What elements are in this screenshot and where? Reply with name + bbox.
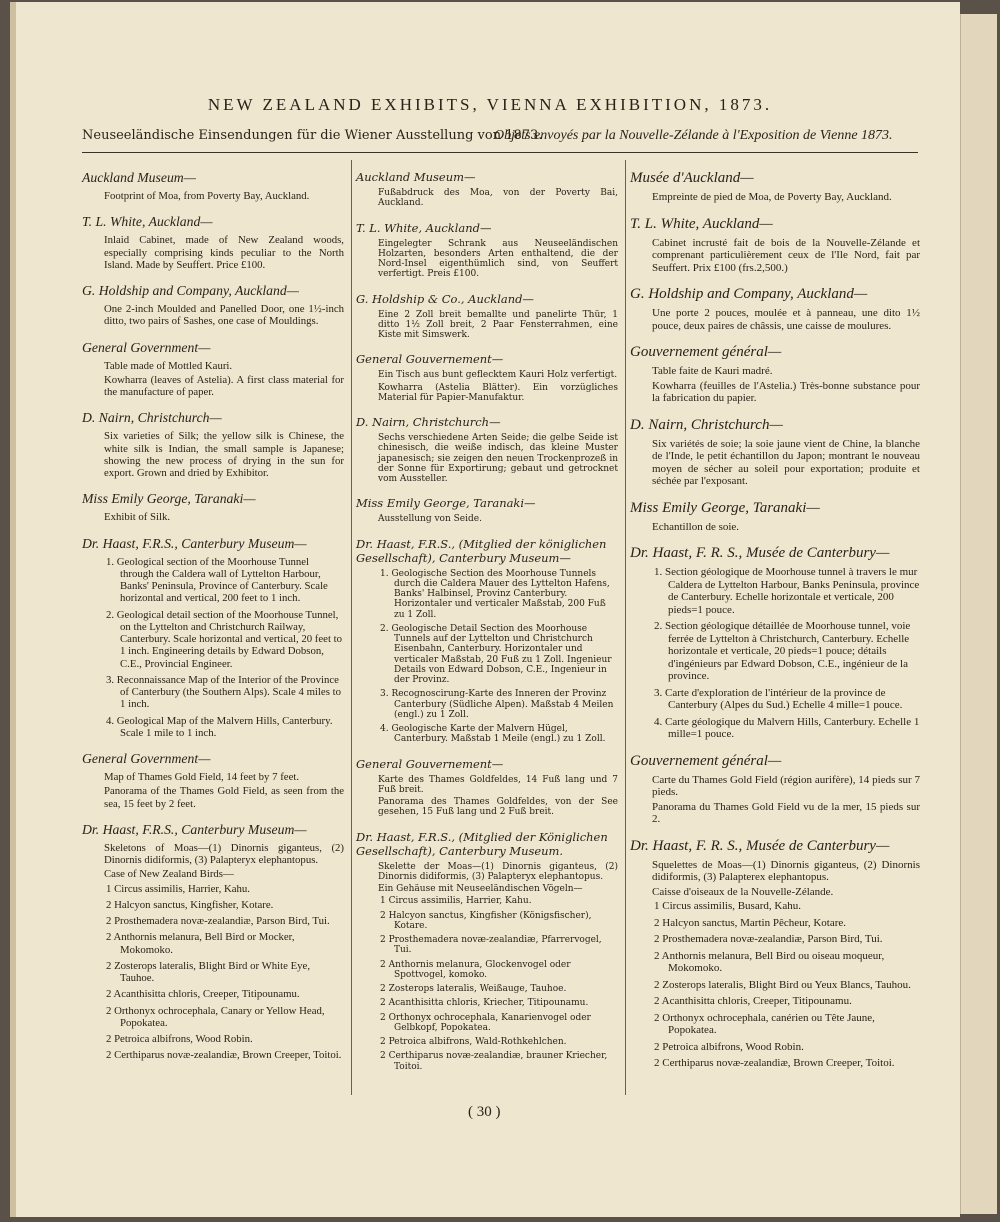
- entry-list-item: 2 Certhiparus novæ-zealandiæ, Brown Creeper, Toitoi.: [654, 1057, 895, 1069]
- entry-text: Fußabdruck des Moa, von der Poverty Bai, Auckland.: [378, 188, 618, 209]
- entry-heading: T. L. White, Auckland—: [82, 214, 213, 230]
- page-spine: [10, 2, 16, 1217]
- entry-list-item: 2 Zosterops lateralis, Blight Bird or White Eye, Tauhoe.: [106, 959, 311, 984]
- entry-list-item: 1 Circus assimilis, Harrier, Kahu.: [380, 896, 532, 907]
- subtitle-german: Neuseeländische Einsendungen für die Wiener Ausstellung von 1873.: [82, 128, 543, 143]
- entry-list-item: 1. Geological section of the Moorhouse Tunnel through the Caldera wall of Lyttelton Harbour, Banks' Peninsula, Province of Canterbury. Scale horizontal and vertical, 200 feet to 1 inch.: [106, 555, 328, 605]
- entry-list-item: 2 Orthonyx ochrocephala, canérien ou Tête Jaune, Popokatea.: [654, 1011, 875, 1036]
- entry-heading: D. Nairn, Christchurch—: [82, 410, 222, 426]
- entry-text: Ausstellung von Seide.: [378, 514, 482, 525]
- entry-text: Inlaid Cabinet, made of New Zealand woods, especially comprising kinds peculiar to the North Island. Made by Seuffert. Price £100.: [104, 234, 344, 271]
- entry-heading: Musée d'Auckland—: [630, 170, 754, 186]
- entry-list-item: 2 Anthornis melanura, Bell Bird ou oiseau moqueur, Mokomoko.: [654, 949, 885, 974]
- entry-list-item: 1 Circus assimilis, Harrier, Kahu.: [106, 882, 250, 895]
- header-rule: [82, 152, 918, 153]
- entry-text: Empreinte de pied de Moa, de Poverty Bay, Auckland.: [652, 191, 892, 203]
- entry-list-item: 2 Certhiparus novæ-zealandiæ, brauner Kriecher, Toitoi.: [380, 1051, 608, 1072]
- entry-heading: General Government—: [82, 751, 211, 766]
- entry-list-item: 2 Petroica albifrons, Wood Robin.: [106, 1033, 253, 1045]
- entry-text: Exhibit of Silk.: [104, 511, 171, 524]
- entry-list-item: 2. Geological detail section of the Moorhouse Tunnel, on the Lyttelton and Christchurch Railway, Canterbury. Scale horizontal and vertical, 20 feet to 1 inch. Engineering details by Edward Dobson, C.E., Provincial Engineer.: [106, 608, 343, 670]
- english-column: [82, 170, 344, 1074]
- entry-list-item: 4. Geological Map of the Malvern Hills, Canterbury. Scale 1 mile to 1 inch.: [106, 714, 333, 739]
- entry-heading: Auckland Museum—: [82, 170, 196, 185]
- entry-heading: D. Nairn, Christchurch—: [356, 415, 501, 429]
- entry-list-item: 1 Circus assimilis, Busard, Kahu.: [654, 900, 801, 912]
- entry-text: Six varieties of Silk; the yellow silk is Chinese, the white silk is Indian, the small sample is Japanese; showing the new process of drying in the sun for export. Grown and dried by Exhibitor.: [104, 430, 344, 479]
- entry-list-item: 2 Anthornis melanura, Bell Bird or Mocker, Mokomoko.: [106, 931, 295, 956]
- entry-heading: D. Nairn, Christchurch—: [630, 416, 783, 433]
- entry-list-item: 3. Carte d'exploration de l'intérieur de la province de Canterbury (Alpes du Sud.) Echelle 4 mille=1 pouce.: [654, 686, 903, 711]
- entry-text: Echantillon de soie.: [652, 520, 740, 533]
- entry-list-item: 2 Acanthisitta chloris, Creeper, Titipounamu.: [106, 988, 300, 1001]
- entry-text: Une porte 2 pouces, moulée et à panneau, une dito 1½ pouce, deux paires de châssis, une caisse de moulures.: [652, 307, 920, 332]
- entry-text: Panorama des Thames Goldfeldes, von der See gesehen, 15 Fuß lang und 2 Fuß breit.: [378, 797, 618, 818]
- entry-text: Footprint of Moa, from Poverty Bay, Auckland.: [104, 190, 310, 202]
- entry-list-item: 3. Recognoscirung-Karte des Inneren der Provinz Canterbury (Südliche Alpen). Maßstab 4 Meilen (engl.) zu 1 Zoll.: [380, 689, 614, 720]
- entry-list-item: 2 Halcyon sanctus, Martin Pêcheur, Kotare.: [654, 916, 847, 929]
- page-title: NEW ZEALAND EXHIBITS, VIENNA EXHIBITION, 1873.: [207, 95, 773, 114]
- entry-heading: Dr. Haast, F.R.S., (Mitglied der königlichen Gesellschaft), Canterbury Museum—: [356, 536, 607, 565]
- entry-text: Eingelegter Schrank aus Neuseeländischen Holzarten, besonders Arten enthaltend, die der Nord-Insel eigenthümlich sind, von Seuffert verfertigt. Preis £100.: [378, 238, 618, 280]
- entry-text: Map of Thames Gold Field, 14 feet by 7 feet.: [104, 771, 300, 783]
- entry-heading: T. L. White, Auckland—: [630, 215, 773, 232]
- entry-list-item: 2 Prosthemadera novæ-zealandiæ, Pfarrervogel, Tui.: [380, 935, 602, 956]
- entry-text: Skelette der Moas—(1) Dinornis giganteus, (2) Dinornis didiformis, (3) Palapteryx elephantopus.: [378, 861, 618, 882]
- entry-list-item: 4. Geologische Karte der Malvern Hügel, Canterbury. Maßstab 1 Meile (engl.) zu 1 Zoll.: [380, 724, 606, 745]
- entry-text: Kowharra (feuilles de l'Astelia.) Très-bonne substance pour la fabrication du papier.: [652, 379, 920, 404]
- entry-text: Cabinet incrusté fait de bois de la Nouvelle-Zélande et comprenant particulièrement ceux de l'Ile Nord, fait par Seuffert. Prix £100 (frs.2,500.): [652, 236, 920, 274]
- entry-heading: Gouvernement général—: [630, 752, 782, 769]
- entry-list-item: 2 Acanthisitta chloris, Creeper, Titipounamu.: [654, 995, 852, 1007]
- entry-text: Table faite de Kauri madré.: [652, 365, 773, 377]
- entry-text: Table made of Mottled Kauri.: [104, 359, 233, 372]
- entry-heading: T. L. White, Auckland—: [356, 220, 492, 235]
- entry-list-item: 2 Halcyon sanctus, Kingfisher, Kotare.: [106, 898, 274, 911]
- entry-text: Panorama of the Thames Gold Field, as seen from the sea, 15 feet by 2 feet.: [104, 785, 344, 810]
- entry-list-item: 2 Orthonyx ochrocephala, Canary or Yellow Head, Popokatea.: [106, 1004, 325, 1029]
- entry-list-item: 2 Certhiparus novæ-zealandiæ, Brown Creeper, Toitoi.: [106, 1049, 342, 1062]
- entry-text: Eine 2 Zoll breit bemallte und panelirte Thür, 1 ditto 1½ Zoll breit, 2 Paar Fensterrahmen, eine Kiste mit Simswerk.: [378, 309, 618, 340]
- entry-list-item: 2. Section géologique détaillée de Moorhouse tunnel, voie ferrée de Lyttelton à Christchurch, Canterbury. Echelle horizontale et verticale, 20 pieds=1 pouce; détails d'ingénieurs par Edward Dobson, C.E., ingénieur de la province.: [654, 620, 911, 682]
- entry-list-item: 4. Carte géologique du Malvern Hills, Canterbury. Echelle 1 mille=1 pouce.: [654, 715, 920, 740]
- entry-heading: Dr. Haast, F.R.S., Canterbury Museum—: [82, 821, 307, 837]
- page-number: ( 30 ): [468, 1104, 501, 1120]
- entry-heading: G. Holdship & Co., Auckland—: [356, 291, 534, 306]
- entry-list-item: 2. Geologische Detail Section des Moorhouse Tunnels auf der Lyttelton und Christchurch Eisenbahn, Canterbury. Horizontaler und verticaler Maßstab, 20 Fuß zu 1 Zoll. Ingenieur Details von Edward Dobson, C.E., Ingenieur in der Provinz.: [380, 623, 612, 685]
- entry-heading: Dr. Haast, F.R.S., Canterbury Museum—: [82, 535, 307, 551]
- entry-text: Kowharra (leaves of Astelia). A first class material for the manufacture of paper.: [104, 373, 344, 398]
- entry-list-item: 2 Prosthemadera novæ-zealandiæ, Parson Bird, Tui.: [654, 933, 883, 945]
- entry-list-item: 3. Reconnaissance Map of the Interior of the Province of Canterbury (the Southern Alps). Scale 4 miles to 1 inch.: [106, 673, 341, 711]
- next-page-edge: [960, 14, 997, 1214]
- entry-list-item: 2 Anthornis melanura, Glockenvogel oder Spottvogel, komoko.: [380, 959, 571, 980]
- french-column: [630, 170, 920, 1082]
- entry-heading: Miss Emily George, Taranaki—: [82, 491, 256, 507]
- entry-heading: General Government—: [82, 339, 211, 355]
- entry-heading: Dr. Haast, F. R. S., Musée de Canterbury—: [630, 837, 890, 854]
- entry-list-item: 2 Acanthisitta chloris, Kriecher, Titipounamu.: [380, 998, 589, 1009]
- entry-list-item: 2 Zosterops lateralis, Blight Bird ou Yeux Blancs, Tauhou.: [654, 978, 911, 991]
- entry-text: Six variétés de soie; la soie jaune vient de Chine, la blanche de l'Inde, le petit échantillon du Japon; montrant le nouveau moyen de sécher au soleil pour exportation; produite et séchée par l'exposant.: [652, 437, 920, 487]
- entry-list-item: 1. Geologische Section des Moorhouse Tunnels durch die Caldera Mauer des Lyttelton Hafens, Banks' Halbinsel, Provinz Canterbury. Horizontaler und verticaler Maßstab, 200 Fuß zu 1 Zoll.: [380, 568, 610, 620]
- entry-text: Panorama du Thames Gold Field vu de la mer, 15 pieds sur 2.: [652, 800, 920, 825]
- entry-heading: G. Holdship and Company, Auckland—: [82, 283, 299, 298]
- entry-list-item: 1. Section géologique de Moorhouse tunnel à travers le mur Caldera de Lyttelton Harbour, Banks Peninsula, province de Canterbury. Echelle horizontale et verticale, 200 pieds=1 pouce.: [654, 566, 920, 616]
- entry-heading: G. Holdship and Company, Auckland—: [630, 286, 868, 302]
- entry-heading: General Gouvernement—: [356, 352, 504, 367]
- entry-list-item: 2 Petroica albifrons, Wald-Rothkehlchen.: [380, 1037, 567, 1047]
- entry-list-item: 2 Prosthemadera novæ-zealandiæ, Parson Bird, Tui.: [106, 915, 330, 927]
- entry-heading: Auckland Museum—: [356, 170, 476, 184]
- entry-text: Karte des Thames Goldfeldes, 14 Fuß lang und 7 Fuß breit.: [378, 774, 618, 795]
- entry-text: Sechs verschiedene Arten Seide; die gelbe Seide ist chinesisch, die weiße indisch, das kleine Muster japanesisch; sie zeigen den neuen Trockenprozeß in der Sonne für Exportirung; gebaut und getrocknet vom Aussteller.: [378, 433, 618, 484]
- entry-text: Kowharra (Astelia Blätter). Ein vorzügliches Material für Papier-Manufaktur.: [378, 382, 618, 403]
- entry-list-item: 2 Petroica albifrons, Wood Robin.: [654, 1040, 804, 1053]
- entry-text: Squelettes de Moas—(1) Dinornis giganteus, (2) Dinornis didiformis, (3) Palapterex elephantopus.: [652, 858, 920, 883]
- entry-heading: Gouvernement général—: [630, 344, 782, 360]
- entry-list-item: 2 Halcyon sanctus, Kingfisher (Königsfischer), Kotare.: [380, 910, 592, 931]
- entry-text: Ein Tisch aus bunt geflecktem Kauri Holz verfertigt.: [378, 370, 618, 381]
- entry-text: One 2-inch Moulded and Panelled Door, one 1½-inch ditto, two pairs of Sashes, one case of Mouldings.: [104, 303, 344, 328]
- entry-text: Caisse d'oiseaux de la Nouvelle-Zélande.: [652, 885, 834, 898]
- entry-text: Case of New Zealand Birds—: [104, 868, 234, 881]
- german-column: [356, 170, 618, 1084]
- entry-heading: General Gouvernement—: [356, 756, 504, 771]
- entry-list-item: 2 Zosterops lateralis, Weißauge, Tauhoe.: [380, 984, 567, 994]
- subtitle-french: Objets envoyés par la Nouvelle-Zélande à l'Exposition de Vienne 1873.: [494, 128, 893, 143]
- column-separator: [625, 160, 626, 1095]
- entry-text: Carte du Thames Gold Field (région aurifère), 14 pieds sur 7 pieds.: [652, 773, 920, 798]
- entry-heading: Miss Emily George, Taranaki—: [630, 499, 820, 516]
- entry-heading: Miss Emily George, Taranaki—: [356, 496, 536, 511]
- entry-list-item: 2 Orthonyx ochrocephala, Kanarienvogel oder Gelbkopf, Popokatea.: [380, 1012, 591, 1033]
- entry-heading: Dr. Haast, F. R. S., Musée de Canterbury—: [630, 545, 890, 561]
- entry-text: Ein Gehäuse mit Neuseeländischen Vögeln—: [378, 884, 583, 894]
- entry-text: Skeletons of Moas—(1) Dinornis giganteus, (2) Dinornis didiformis, (3) Palapteryx elephantopus.: [104, 841, 344, 866]
- entry-heading: Dr. Haast, F.R.S., (Mitglied der Königlichen Gesellschaft), Canterbury Museum.: [356, 829, 608, 858]
- column-separator: [351, 160, 352, 1095]
